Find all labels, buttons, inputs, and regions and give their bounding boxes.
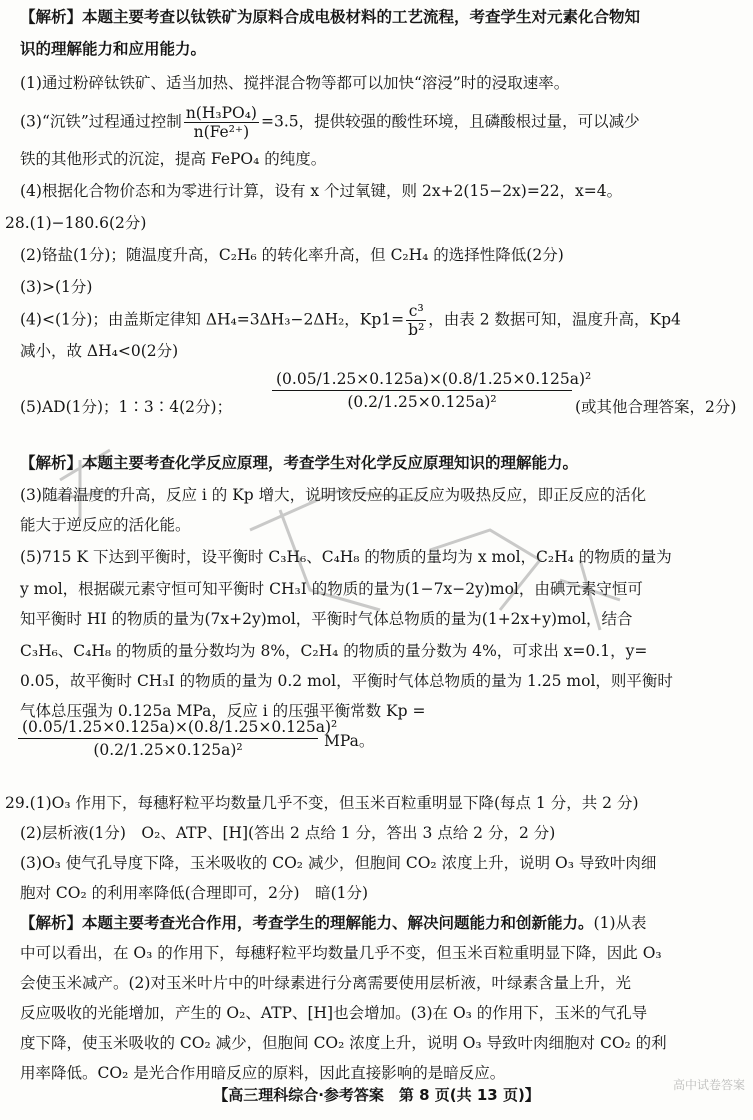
analysis-28-e5c: 知平衡时 HI 的物质的量为(7x+2y)mol，平衡时气体总物质的量为(1+2x+y)mol，结合 xyxy=(20,610,633,628)
q29-a2: (2)层析液(1分) O₂、ATP、[H](答出 2 点给 1 分，答出 3 点给 2 分，2 分) xyxy=(20,824,556,842)
q28-a3: (3)>(1分) xyxy=(20,278,93,296)
analysis-28-e5e: 0.05，故平衡时 CH₃I 的物质的量为 0.2 mol，平衡时气体总物质的量为 1.25 mol，则平衡时 xyxy=(20,672,673,690)
analysis-28-e3: (3)随着温度的升高，反应 i 的 Kp 增大，说明该反应的正反应为吸热反应，即正反应的活化 xyxy=(20,486,647,504)
corner-watermark-logo: 高中试卷答案 xyxy=(672,1078,745,1092)
analysis-28-heading: 【解析】本题主要考查化学反应原理，考查学生对化学反应原理知识的理解能力。 xyxy=(20,454,579,472)
analysis-27-heading: 【解析】本题主要考查以钛铁矿为原料合成电极材料的工艺流程，考查学生对元素化合物知 xyxy=(20,8,641,26)
analysis-29-e2: 中可以看出，在 O₃ 的作用下，每穗籽粒平均数量几乎不变，但玉米百粒重明显下降，因此 O₃ xyxy=(20,944,662,962)
analysis-29-e5: 度下降，使玉米吸收的 CO₂ 减少，但胞间 CO₂ 浓度上升，说明 O₃ 导致叶肉细胞对 CO₂ 的利 xyxy=(20,1034,667,1052)
q29-a1: 29.(1)O₃ 作用下，每穗籽粒平均数量几乎不变，但玉米百粒重明显下降(每点 1 分，共 2 分) xyxy=(5,794,639,812)
analysis-27-p3: (3)“沉铁”过程通过控制 $\frac{\text{n(H₃PO₄)}}{\text{n(Fe²⁺)}}$ =3.5，提供较强的酸性环境，且磷酸根过量，可以减少 xyxy=(20,104,640,141)
analysis-28-e3-cont: 能大于逆反应的活化能。 xyxy=(20,516,191,534)
q29-a3-cont: 胞对 CO₂ 的利用率降低(合理即可，2分) 暗(1分) xyxy=(20,884,369,902)
q29-a3: (3)O₃ 使气孔导度下降，玉米吸收的 CO₂ 减少，但胞间 CO₂ 浓度上升，说明 O₃ 导致叶肉细 xyxy=(20,854,657,872)
analysis-28-kp-expression: (0.05/1.25×0.125a)×(0.8/1.25×0.125a)² (0.2/1.25×0.125a)² xyxy=(18,718,318,759)
analysis-27-p3-cont: 铁的其他形式的沉淀，提高 FePO₄ 的纯度。 xyxy=(20,150,327,168)
q28-number: 28. xyxy=(5,214,30,232)
ratio-fraction: $\frac{\text{n(H₃PO₄)}}{\text{n(Fe²⁺)}}$ xyxy=(185,104,257,141)
q28-a2: (2)铬盐(1分)；随温度升高，C₂H₆ 的转化率升高，但 C₂H₄ 的选择性降低(2分) xyxy=(20,246,564,264)
analysis-29-heading: 【解析】本题主要考查光合作用，考查学生的理解能力、解决问题能力和创新能力。(1)从表 xyxy=(20,914,647,932)
q29-number: 29. xyxy=(5,794,30,812)
analysis-28-e5b: y mol，根据碳元素守恒可知平衡时 CH₃I 的物质的量为(1−7x−2y)mol，由碘元素守恒可 xyxy=(20,580,643,598)
analysis-28-kp-unit: MPa。 xyxy=(324,732,375,750)
analysis-28-e5f: 气体总压强为 0.125a MPa，反应 i 的压强平衡常数 Kp = xyxy=(20,702,426,720)
analysis-27-heading-cont: 识的理解能力和应用能力。 xyxy=(20,40,207,58)
analysis-28-e5a: (5)715 K 下达到平衡时，设平衡时 C₃H₆、C₄H₈ 的物质的量均为 x mol，C₂H₄ 的物质的量为 xyxy=(20,548,672,566)
q28-a5: (5)AD(1分)；1∶3∶4(2分)； xyxy=(20,398,233,416)
q28-a4: (4)<(1分)；由盖斯定律知 ΔH₄=3ΔH₃−2ΔH₂，Kp1= $\frac{\text{c³}}{\text{b²}}$ ，由表 2 数据可知，温度升高，Kp4 xyxy=(20,302,681,339)
analysis-27-p4: (4)根据化合物价态和为零进行计算，设有 x 个过氧键，则 2x+2(15−2x)=22，x=4。 xyxy=(20,182,623,200)
analysis-29-e3: 会使玉米减产。(2)对玉米叶片中的叶绿素进行分离需要使用层析液，叶绿素含量上升，光 xyxy=(20,974,631,992)
page-footer: 【高三理科综合·参考答案 第 8 页(共 13 页)】 xyxy=(213,1086,540,1104)
analysis-29-e6: 用率降低。CO₂ 是光合作用暗反应的原料，因此直接影响的是暗反应。 xyxy=(20,1064,506,1082)
analysis-tag: 【解析】 xyxy=(20,8,83,26)
analysis-29-e4: 反应吸收的光能增加，产生的 O₂、ATP、[H]也会增加。(3)在 O₃ 的作用下，玉米的气孔导 xyxy=(20,1004,648,1022)
analysis-28-e5d: C₃H₆、C₄H₈ 的物质的量分数均为 8%，C₂H₄ 的物质的量分数为 4%，可求出 x=0.1，y= xyxy=(20,642,648,660)
q28-a1: 28.(1)−180.6(2分) xyxy=(5,214,147,232)
kp1-fraction: $\frac{\text{c³}}{\text{b²}}$ xyxy=(408,302,425,339)
analysis-27-p1: (1)通过粉碎钛铁矿、适当加热、搅拌混合物等都可以加快“溶浸”时的浸取速率。 xyxy=(20,74,570,92)
q28-a5-note: (或其他合理答案，2分) xyxy=(575,398,737,416)
q28-a5-kp-expression: (0.05/1.25×0.125a)×(0.8/1.25×0.125a)² (0.2/1.25×0.125a)² xyxy=(272,370,572,411)
q28-a4-cont: 减小，故 ΔH₄<0(2分) xyxy=(20,342,179,360)
